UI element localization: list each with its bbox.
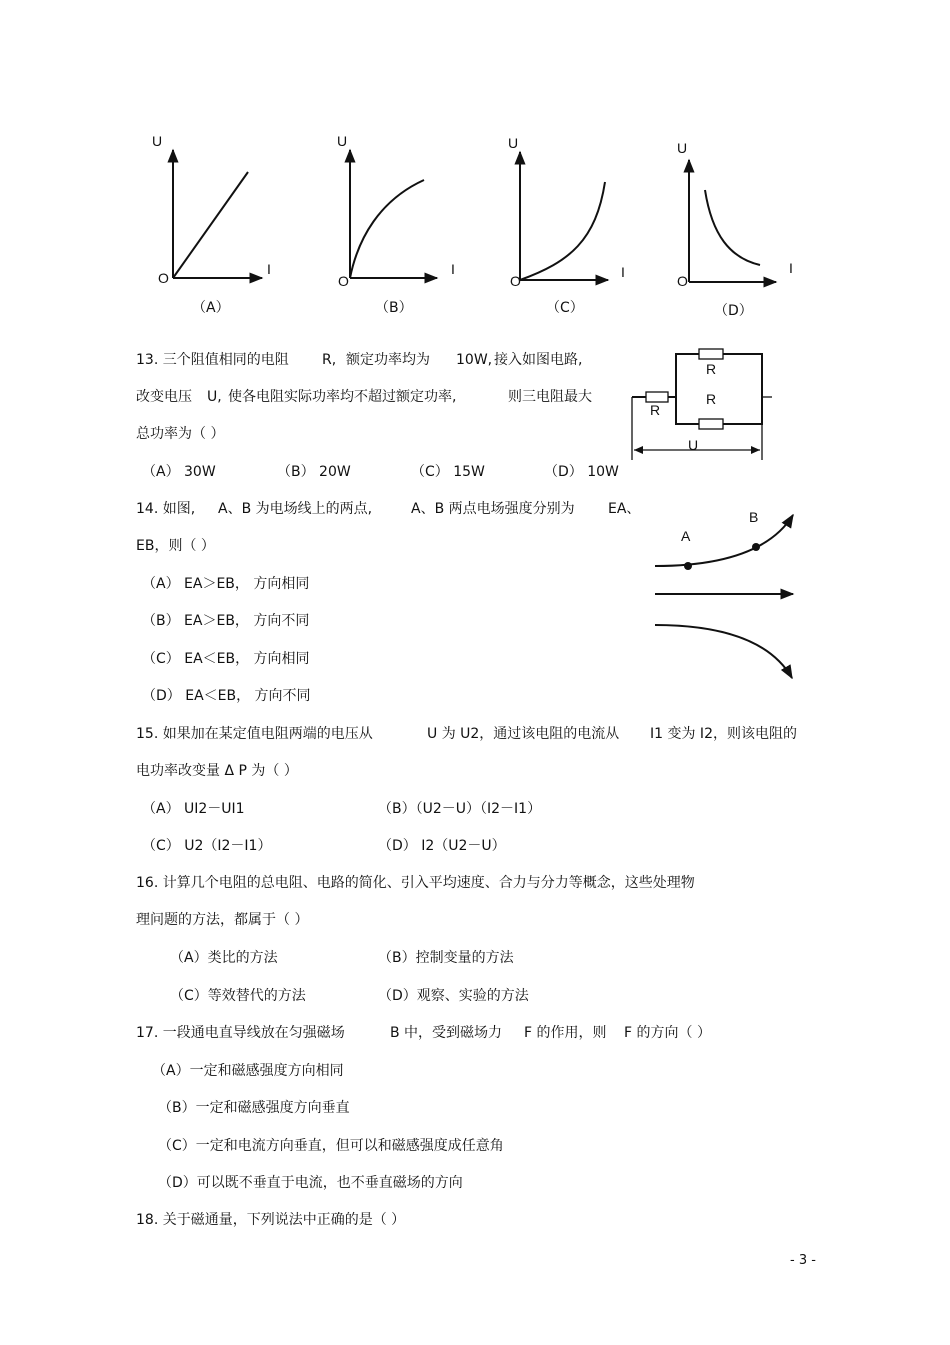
graph-c-u-label: U xyxy=(508,135,519,151)
q17-text-1b: B 中，受到磁场力 xyxy=(390,1025,503,1041)
q14-text-1c: A、B 两点电场强度分别为 xyxy=(411,501,575,517)
graph-d-origin: O xyxy=(677,273,688,289)
q17-text-1c: F 的作用，则 xyxy=(524,1025,607,1041)
field-line-top xyxy=(655,515,793,566)
graph-b-origin: O xyxy=(338,273,349,289)
q13-r-mid: R xyxy=(706,391,717,407)
graph-a-u-label: U xyxy=(152,133,163,149)
q13-u-label: U xyxy=(688,437,699,453)
graph-d-caption: （D） xyxy=(714,303,753,319)
q13-text-2c: 使各电阻实际功率均不超过额定功率, xyxy=(228,389,457,405)
q15-option-d: （D） I2（U2－U） xyxy=(378,838,506,854)
q13-text-2b: U, xyxy=(207,389,222,405)
q17-text-1a: 17. 一段通电直导线放在匀强磁场 xyxy=(136,1025,345,1041)
q16-option-d: （D）观察、实验的方法 xyxy=(378,988,529,1004)
q14-option-a: （A） EA＞EB， 方向相同 xyxy=(142,576,310,592)
q13-r-top: R xyxy=(706,361,717,377)
q13-text-1b: R, xyxy=(322,352,337,368)
q13-text-2a: 改变电压 xyxy=(136,389,192,405)
q13-option-c: （C） 15W xyxy=(411,464,485,480)
field-line-bottom xyxy=(655,625,792,678)
q15-option-b: （B）（U2－U）（I2－I1） xyxy=(378,801,542,817)
q15-text-1b: U 为 U2，通过该电阻的电流从 xyxy=(427,726,620,742)
q16-option-b: （B）控制变量的方法 xyxy=(378,950,514,966)
q14-text-1d: EA、 xyxy=(608,501,641,517)
q15-option-c: （C） U2（I2－I1） xyxy=(142,838,272,854)
q15-option-a: （A） UI2－UI1 xyxy=(142,801,245,817)
q16-option-c: （C）等效替代的方法 xyxy=(170,988,306,1004)
q17-option-d: （D）可以既不垂直于电流，也不垂直磁场的方向 xyxy=(158,1175,463,1191)
q14-option-d: （D） EA＜EB， 方向不同 xyxy=(142,688,311,704)
q13-option-d: （D） 10W xyxy=(544,464,619,480)
q13-text-1a: 13. 三个阻值相同的电阻 xyxy=(136,352,289,368)
graph-c-origin: O xyxy=(510,273,521,289)
graph-b-u-label: U xyxy=(337,133,348,149)
q16-option-a: （A）类比的方法 xyxy=(170,950,278,966)
graph-a-i-label: I xyxy=(267,261,271,277)
q13-text-1e: 接入如图电路, xyxy=(494,352,583,368)
q13-r-series: R xyxy=(650,402,661,418)
q13-option-a: （A） 30W xyxy=(142,464,216,480)
q13-text-2d: 则三电阻最大 xyxy=(508,389,592,405)
graph-a-caption: （A） xyxy=(192,300,230,316)
q13-text-1d: 10W, xyxy=(456,352,493,368)
graph-d-i-label: I xyxy=(789,260,793,276)
q14-option-b: （B） EA＞EB， 方向不同 xyxy=(142,613,310,629)
q15-text-1c: I1 变为 I2，则该电阻的 xyxy=(650,726,797,742)
point-b xyxy=(752,543,760,551)
point-a xyxy=(684,562,692,570)
q14-label-a: A xyxy=(681,528,691,544)
page-number: - 3 - xyxy=(790,1253,816,1268)
q16-text-1: 16. 计算几个电阻的总电阻、电路的简化、引入平均速度、合力与分力等概念，这些处理物 xyxy=(136,875,695,891)
q15-text-2: 电功率改变量 Δ P 为（ ） xyxy=(136,763,298,779)
graph-a-origin: O xyxy=(158,270,169,286)
q18-text-1: 18. 关于磁通量，下列说法中正确的是（ ） xyxy=(136,1212,406,1228)
graph-c-i-label: I xyxy=(621,264,625,280)
q14-text-2: EB，则（ ） xyxy=(136,538,215,554)
q15-text-1a: 15. 如果加在某定值电阻两端的电压从 xyxy=(136,726,373,742)
q14-text-1a: 14. 如图, xyxy=(136,501,196,517)
graph-b-i-label: I xyxy=(451,261,455,277)
q17-option-c: （C）一定和电流方向垂直，但可以和磁感强度成任意角 xyxy=(158,1138,504,1154)
graph-b-caption: （B） xyxy=(375,300,413,316)
q17-text-1d: F 的方向（ ） xyxy=(624,1025,711,1041)
graph-d-u-label: U xyxy=(677,140,688,156)
q14-text-1b: A、B 为电场线上的两点, xyxy=(218,501,373,517)
q17-option-b: （B）一定和磁感强度方向垂直 xyxy=(158,1100,350,1116)
q13-text-1c: 额定功率均为 xyxy=(346,352,430,368)
q13-option-b: （B） 20W xyxy=(277,464,351,480)
q13-text-3: 总功率为（ ） xyxy=(136,426,225,442)
q17-option-a: （A）一定和磁感强度方向相同 xyxy=(152,1063,344,1079)
graph-c-caption: （C） xyxy=(546,300,584,316)
q14-label-b: B xyxy=(749,509,759,525)
q16-text-2: 理问题的方法，都属于（ ） xyxy=(136,912,309,928)
q14-option-c: （C） EA＜EB， 方向相同 xyxy=(142,651,310,667)
